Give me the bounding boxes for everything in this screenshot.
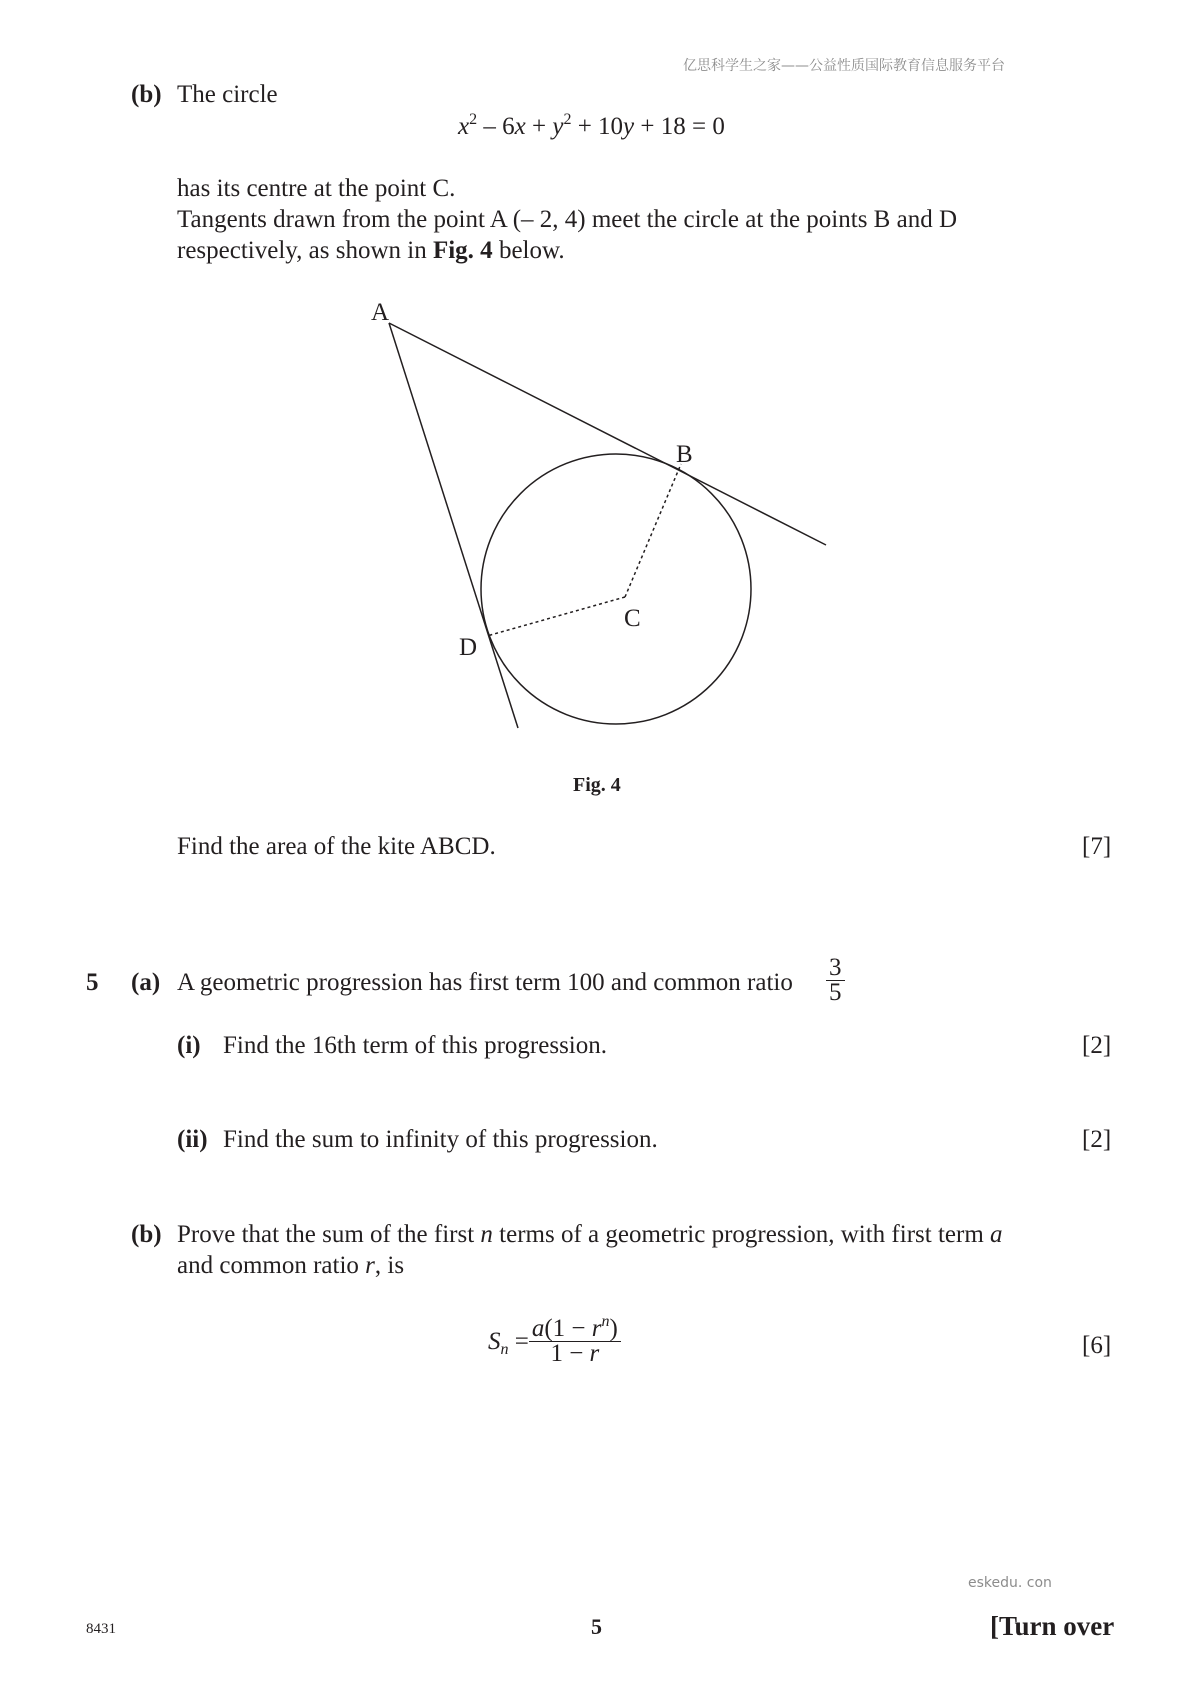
part-b-label: (b) (131, 81, 162, 108)
circle (481, 454, 751, 724)
ratio-fraction (826, 956, 845, 1005)
part-b-intro: The circle (177, 81, 278, 108)
q5-number: 5 (86, 969, 99, 996)
ratio-numerator: 3 (826, 956, 845, 981)
q5aii-label: (ii) (177, 1126, 208, 1153)
q5ai-label: (i) (177, 1032, 201, 1059)
q5ai-text: Find the 16th term of this progression. (223, 1032, 607, 1059)
tangent-ad (389, 323, 518, 728)
label-a: A (371, 299, 390, 326)
q5aii-marks: [2] (1082, 1126, 1112, 1153)
turn-over: [Turn over (990, 1611, 1115, 1641)
q5ai-marks: [2] (1082, 1032, 1112, 1059)
paper-code: 8431 (86, 1621, 116, 1637)
q5b-line1: Prove that the sum of the first n terms of a geometric progression, with first term a (177, 1221, 1003, 1248)
watermark-top: 亿思科学生之家——公益性质国际教育信息服务平台 (683, 58, 1005, 74)
q5b-label: (b) (131, 1221, 162, 1248)
label-b: B (676, 441, 693, 468)
sum-formula: $S_n$ = $\frac{a(1 - r^n)}{1 - r}$ (488, 1317, 621, 1366)
page-number: 5 (591, 1614, 602, 1639)
part-b-marks: [7] (1082, 833, 1112, 860)
q5b-marks: [6] (1082, 1332, 1112, 1359)
q5a-text: A geometric progression has first term 100 and common ratio (177, 969, 793, 996)
q5a-label: (a) (131, 969, 161, 996)
part-b-line1: has its centre at the point C. (177, 175, 456, 202)
fig4-diagram (0, 0, 1191, 760)
radius-cd (487, 597, 625, 636)
ratio-denominator: 5 (829, 979, 842, 1006)
label-d: D (459, 634, 478, 661)
fig4-caption: Fig. 4 (573, 774, 621, 796)
part-b-question: Find the area of the kite ABCD. (177, 833, 496, 860)
sum-numerator: $a(1 - r^n)$ (529, 1317, 621, 1342)
q5aii-text: Find the sum to infinity of this progression. (223, 1126, 658, 1153)
label-c: C (624, 605, 641, 632)
radius-cb (625, 464, 681, 597)
part-b-line3: respectively, as shown in Fig. 4 below. (177, 237, 565, 264)
watermark-bottom: eskedu. con (968, 1575, 1052, 1591)
tangent-ab (389, 323, 826, 545)
sum-denominator: 1 − r (550, 1340, 600, 1367)
part-b-line2: Tangents drawn from the point A (– 2, 4) meet the circle at the points B and D (177, 206, 958, 233)
q5b-line2: and common ratio r, is (177, 1252, 405, 1279)
sum-fraction (529, 1313, 621, 1367)
circle-equation: $x^2 - 6x + y^2 + 10y + 18 = 0$ (458, 111, 725, 140)
